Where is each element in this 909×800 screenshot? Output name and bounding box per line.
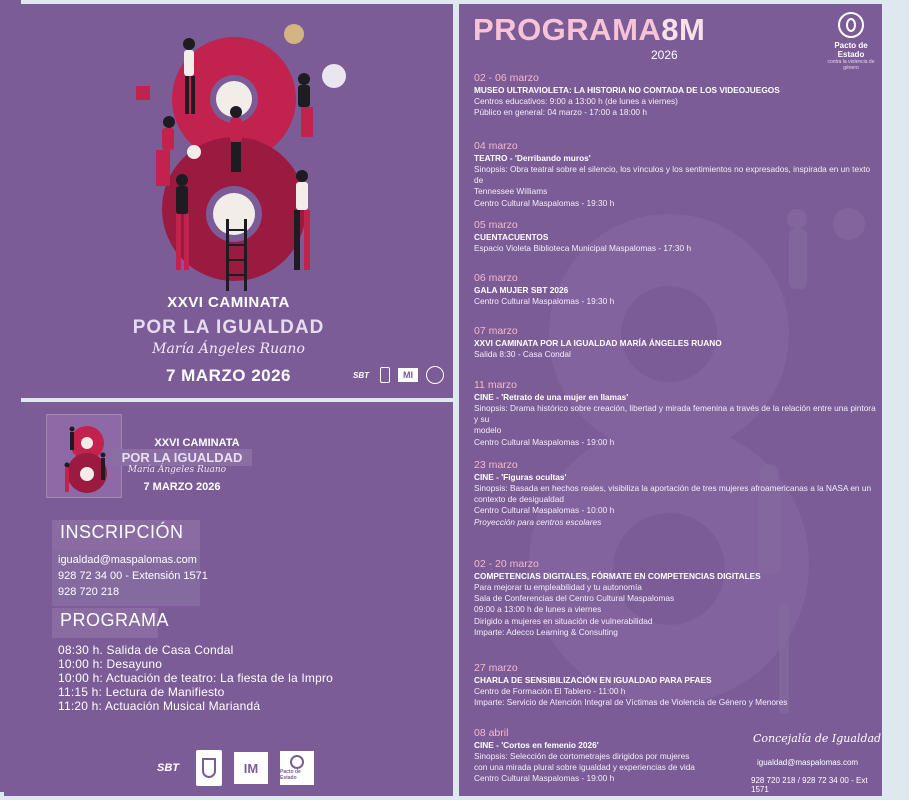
flyer-title-line1: XXVI CAMINATA	[154, 437, 240, 449]
event-detail: Centro Cultural Maspalomas - 19:30 h	[474, 296, 615, 306]
event-detail: Proyección para centros escolares	[474, 516, 602, 527]
event-detail: Imparte: Adecco Learning & Consulting	[474, 626, 618, 637]
event-title: CHARLA DE SENSIBILIZACIÓN EN IGUALDAD PARA PFAES	[474, 675, 712, 685]
event-title: GALA MUJER SBT 2026	[474, 285, 569, 295]
event-date: 07 marzo	[474, 325, 518, 337]
pacto-estado-subtitle: contra la violencia de género	[827, 59, 875, 71]
event-date: 05 marzo	[474, 219, 518, 231]
programa-title-word: PROGRAMA	[473, 12, 662, 47]
event-date: 04 marzo	[474, 140, 518, 152]
flyer-honoree: María Ángeles Ruano	[127, 465, 227, 475]
programa-item: 11:15 h: Lectura de Manifiesto	[58, 685, 225, 699]
event-detail: Salida 8:30 - Casa Condal	[474, 349, 571, 359]
event-detail: Sinopsis: Drama histórico sobre creación, libertad y mirada femenina a través de la relación entre una pintora y su	[474, 403, 876, 425]
caminata-poster	[4, 4, 453, 398]
event-detail: con una mirada plural sobre igualdad y experiencias de vida	[474, 762, 695, 773]
event-detail: Espacio Violeta Biblioteca Municipal Maspalomas - 17:30 h	[474, 243, 692, 253]
flyer-logos	[152, 750, 314, 786]
sbt-logo: SBT	[353, 370, 369, 380]
programa-item: 10:00 h: Actuación de teatro: La fiesta de la Impro	[58, 671, 334, 685]
pacto-estado-label: Pacto de Estado	[280, 769, 301, 781]
event-date: 23 marzo	[474, 459, 518, 471]
event-detail: Centro Cultural Maspalomas - 19:00 h	[474, 436, 615, 447]
event-title: TEATRO - 'Derribando muros'	[474, 153, 591, 163]
event-detail: modelo	[474, 425, 502, 436]
event-date: 27 marzo	[474, 662, 518, 674]
event-detail: Centro Cultural Maspalomas - 19:00 h	[474, 773, 615, 784]
poster-logos	[350, 366, 444, 384]
event-title: COMPETENCIAS DIGITALES, FÓRMATE EN COMPETENCIAS DIGITALES	[474, 571, 761, 581]
pacto-estado-icon	[838, 12, 864, 38]
maspalomas-logo: MI	[398, 368, 418, 382]
event-title: CINE - 'Retrato de una mujer en llamas'	[474, 392, 629, 402]
event-detail: Centros educativos: 9:00 a 13:00 h (de lunes a viernes)	[474, 96, 678, 106]
event-title: CUENTACUENTOS	[474, 232, 549, 242]
programa-title-8m: 8M	[661, 12, 706, 47]
event-detail: Centro Cultural Maspalomas - 19:30 h	[474, 197, 615, 208]
event-detail: Centro Cultural Maspalomas - 10:00 h	[474, 505, 615, 516]
event-detail: Para mejorar tu empleabilidad y tu autonomía	[474, 582, 642, 592]
event-item	[474, 71, 879, 118]
programa-heading: PROGRAMA	[52, 608, 158, 638]
event-detail: Centro de Formación El Tablero - 11:00 h	[474, 686, 626, 696]
event-detail: Sinopsis: Obra teatral sobre el silencio, los vínculos y los sentimientos no expresados, inspirada en un texto de	[474, 164, 871, 186]
programa-item: 10:00 h: Desayuno	[58, 657, 163, 671]
event-item	[474, 218, 879, 254]
event-detail: 09:00 a 13:00 h de lunes a viernes	[474, 604, 602, 615]
programa-item: 11:20 h: Actuación Musical Mariandá	[58, 699, 261, 713]
inscripcion-heading: INSCRIPCIÓN	[52, 520, 200, 550]
pacto-estado-icon	[426, 366, 444, 384]
event-detail: Dirigido a mujeres en situación de vulnerabilidad	[474, 615, 653, 626]
event-date: 11 marzo	[474, 379, 517, 391]
coat-of-arms-icon	[196, 750, 222, 786]
contact-phone: 928 720 218 / 928 72 34 00 - Ext 1571	[751, 776, 868, 794]
flyer-title-line2: POR LA IGUALDAD	[112, 449, 252, 466]
event-date: 08 abril	[474, 727, 509, 739]
women-8-illustration	[4, 4, 453, 304]
pacto-estado-logo	[280, 751, 314, 785]
event-detail: Público en general: 04 marzo - 17:00 a 18:00 h	[474, 107, 647, 118]
event-detail: Tennessee Williams	[474, 186, 548, 197]
poster-title-line1: XXVI CAMINATA	[167, 294, 290, 311]
caminata-flyer	[4, 402, 453, 796]
programa-title	[473, 12, 705, 48]
event-item	[474, 557, 879, 638]
event-item	[474, 378, 879, 448]
poster-honoree: María Ángeles Ruano	[152, 341, 305, 357]
event-date: 02 - 20 marzo	[474, 558, 539, 570]
event-title: CINE - 'Figuras ocultas'	[474, 472, 567, 482]
event-detail: contexto de desigualdad	[474, 494, 564, 505]
concejalia-signature: Concejalía de Igualdad	[753, 732, 882, 745]
inscripcion-email[interactable]: igualdad@maspalomas.com	[58, 554, 197, 566]
event-item	[474, 661, 879, 708]
event-item	[474, 271, 879, 307]
event-detail: Sala de Conferencias del Centro Cultural Maspalomas	[474, 593, 675, 604]
programa-8m-panel	[459, 4, 882, 796]
event-item	[474, 324, 879, 360]
poster-date: 7 MARZO 2026	[165, 366, 292, 385]
event-title: CINE - 'Cortos en femenio 2026'	[474, 740, 599, 750]
contact-email[interactable]: igualdad@maspalomas.com	[757, 758, 859, 767]
flyer-date: 7 MARZO 2026	[143, 481, 221, 493]
event-detail: Imparte: Servicio de Atención Integral de Víctimas de Violencia de Género y Menores	[474, 697, 788, 708]
programa-item: 08:30 h. Salida de Casa Condal	[58, 643, 234, 657]
event-item	[474, 726, 744, 785]
maspalomas-logo: IM	[234, 752, 268, 784]
event-title: XXVI CAMINATA POR LA IGUALDAD MARÍA ÁNGELES RUANO	[474, 338, 722, 348]
event-detail: Sinopsis: Basada en hechos reales, visibiliza la aportación de tres mujeres afroamericanas a la NASA en un	[474, 483, 872, 493]
event-detail: Sinopsis: Selección de cortometrajes dirigidos por mujeres	[474, 751, 690, 761]
sbt-logo: SBT	[157, 762, 179, 774]
pacto-estado-icon	[290, 755, 304, 769]
event-date: 06 marzo	[474, 272, 518, 284]
event-item	[474, 139, 879, 209]
coat-of-arms-icon	[380, 367, 390, 383]
programa-year: 2026	[651, 48, 678, 62]
mini-illustration	[46, 414, 122, 498]
pacto-estado-name: Pacto de Estado	[834, 41, 868, 59]
poster-title-line2: POR LA IGUALDAD	[132, 317, 325, 338]
event-title: MUSEO ULTRAVIOLETA: LA HISTORIA NO CONTADA DE LOS VIDEOJUEGOS	[474, 85, 780, 95]
event-item	[474, 458, 879, 528]
pacto-estado-logo	[823, 12, 879, 71]
event-date: 02 - 06 marzo	[474, 72, 539, 84]
inscripcion-phone-2: 928 720 218	[58, 586, 120, 598]
inscripcion-phone-1: 928 72 34 00 - Extensión 1571	[58, 570, 208, 582]
globe-icon	[322, 64, 346, 88]
